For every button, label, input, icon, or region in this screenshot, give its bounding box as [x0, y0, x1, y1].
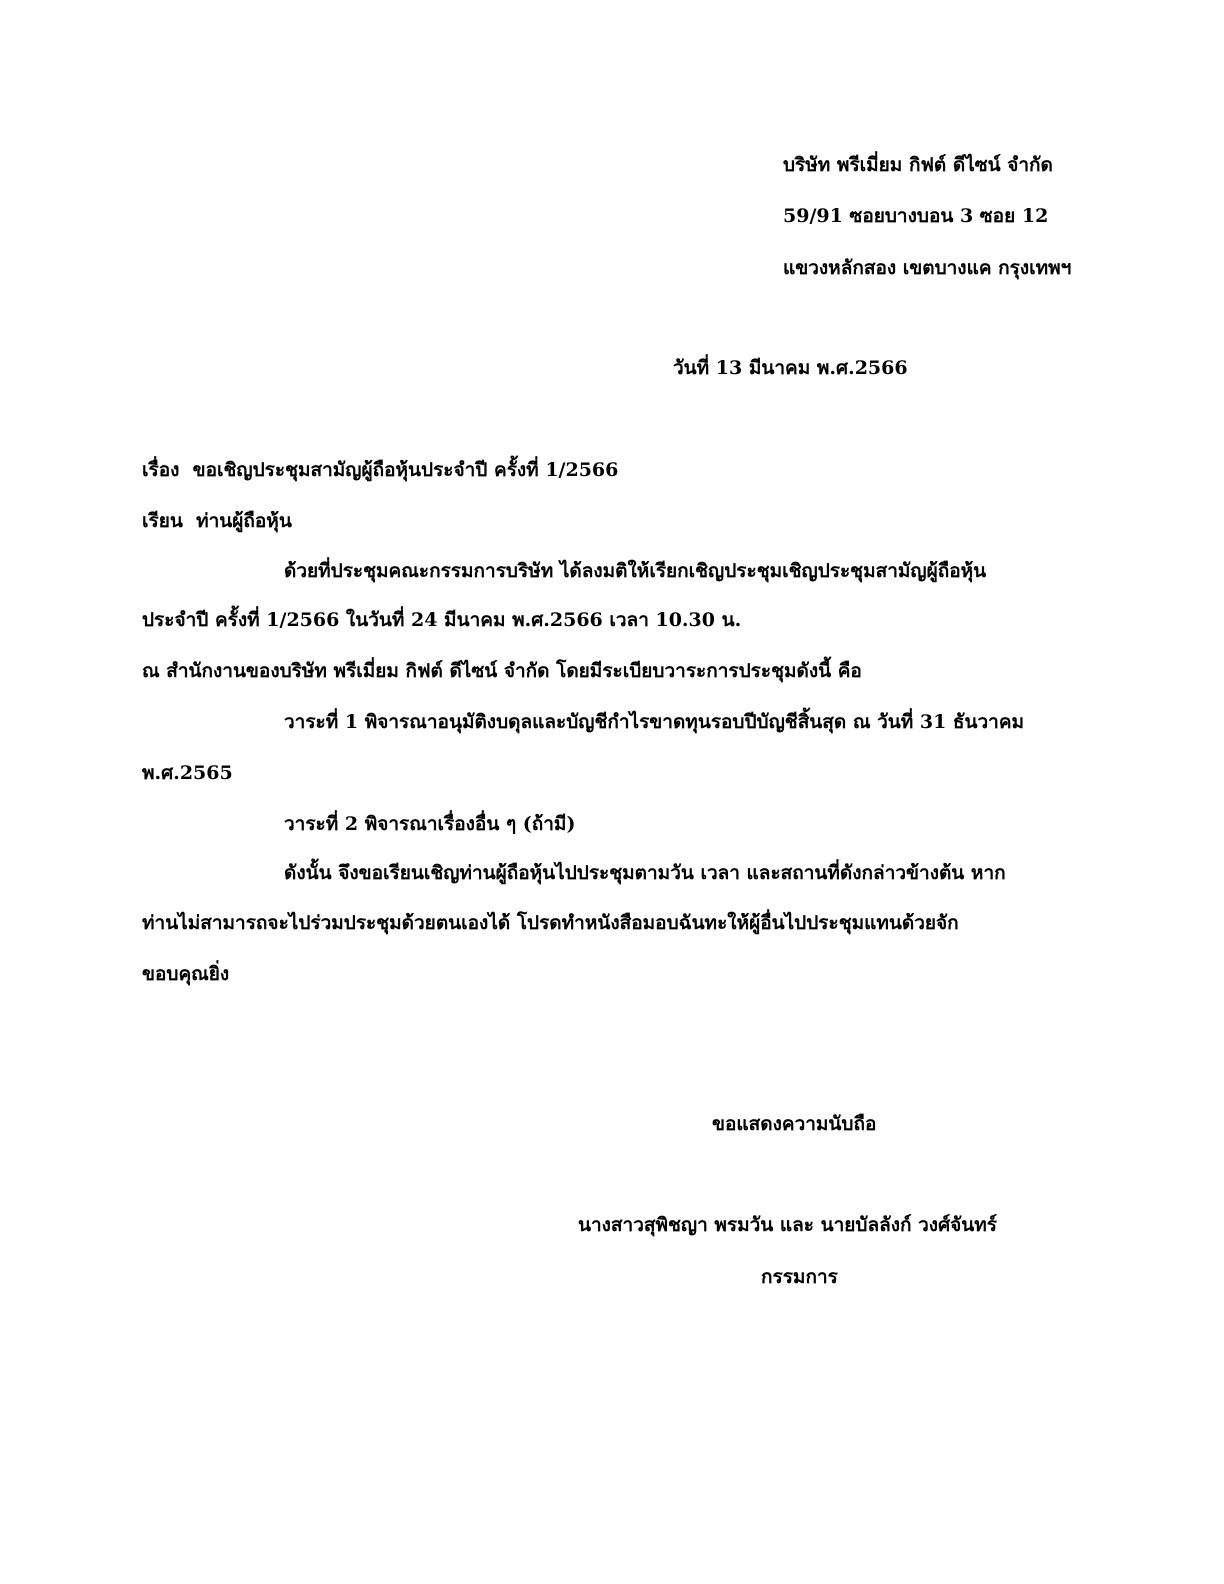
closing-paragraph-line1: ดังนั้น จึงขอเรียนเชิญท่านผู้ถือหุ้นไปประชุมตามวัน เวลา และสถานที่ดังกล่าวข้างต้น หาก [284, 862, 1006, 884]
agenda-item-1-line2: พ.ศ.2565 [142, 762, 233, 784]
body-paragraph1-line3: ณ สำนักงานของบริษัท พรีเมี่ยม กิฟต์ ดีไซน์ จำกัด โดยมีระเบียบวาระการประชุมดังนี้ คือ [142, 660, 862, 682]
salutation-text: ท่านผู้ถือหุ้น [196, 510, 292, 532]
complimentary-close: ขอแสดงความนับถือ [712, 1113, 877, 1135]
company-address-line1: 59/91 ซอยบางบอน 3 ซอย 12 [783, 205, 1049, 227]
agenda-item-1-line1: วาระที่ 1 พิจารณาอนุมัติงบดุลและบัญชีกำไรขาดทุนรอบปีบัญชีสิ้นสุด ณ วันที่ 31 ธันวาคม [284, 711, 1025, 733]
letter-date: วันที่ 13 มีนาคม พ.ศ.2566 [673, 357, 908, 379]
body-paragraph1-line2: ประจำปี ครั้งที่ 1/2566 ในวันที่ 24 มีนาคม พ.ศ.2566 เวลา 10.30 น. [142, 609, 742, 631]
company-address-line2: แขวงหลักสอง เขตบางแค กรุงเทพฯ [783, 257, 1072, 279]
subject-label: เรื่อง [142, 459, 180, 481]
company-name: บริษัท พรีเมี่ยม กิฟต์ ดีไซน์ จำกัด [783, 154, 1053, 176]
salutation-label: เรียน [142, 510, 183, 532]
signatory-position: กรรมการ [761, 1266, 838, 1288]
subject-text: ขอเชิญประชุมสามัญผู้ถือหุ้นประจำปี ครั้งที่ 1/2566 [192, 459, 619, 481]
signatories: นางสาวสุพิชญา พรมวัน และ นายบัลลังก์ วงศ์จันทร์ [578, 1214, 997, 1236]
subject-line [142, 458, 618, 482]
body-paragraph1-line1: ด้วยที่ประชุมคณะกรรมการบริษัท ได้ลงมติให้เรียกเชิญประชุมเชิญประชุมสามัญผู้ถือหุ้น [284, 560, 987, 582]
closing-paragraph-line3: ขอบคุณยิ่ง [142, 963, 230, 985]
agenda-item-2: วาระที่ 2 พิจารณาเรื่องอื่น ๆ (ถ้ามี) [284, 813, 576, 835]
closing-paragraph-line2: ท่านไม่สามารถจะไปร่วมประชุมด้วยตนเองได้ โปรดทำหนังสือมอบฉันทะให้ผู้อื่นไปประชุมแทนด้วยจัก [142, 912, 959, 934]
salutation-line [142, 509, 292, 533]
